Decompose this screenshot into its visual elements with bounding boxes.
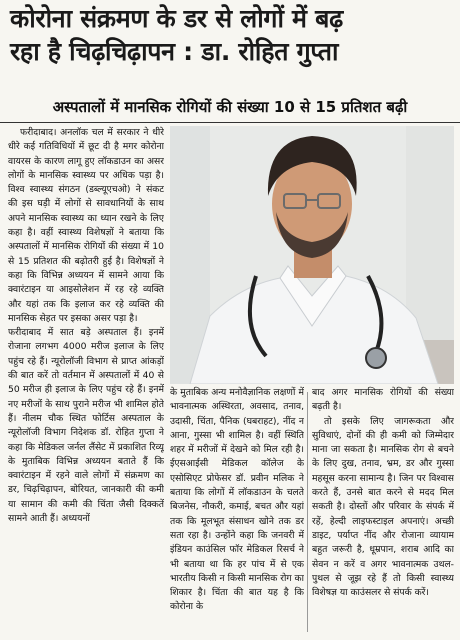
article-paragraph: फरीदाबाद। अनलॉक चल में सरकार ने धीरे धीरे कई गतिविधियों में छूट दी है मगर कोरोना वायरस के कारण लागू हुए लॉकडाउन का असर लोगों के मानसिक स्वास्थ्य पर अधिक पड़ा है। विश्व स्वास्थ्य संगठन (डब्ल्यूएचओ) ने संकट की इस घड़ी में लोगों से सावधानियों के साथ अपने मानसिक स्वास्थ्य का ध्यान रखने के लिए कहा है। वहीं स्वास्थ्य विशेषज्ञों ने बताया कि अस्पतालों में मानसिक रोगियों की संख्या में 10 से 15 प्रतिशत की बढ़ोतरी हुई है। विशेषज्ञों ने कहा कि विभिन्न अध्ययन में सामने आया कि क्वारंटाइन या आइसोलेशन में रह रहे व्यक्ति और यहां तक कि इलाज कर रहे व्यक्ति की मानसिक सेहत पर इसका असर पड़ा है।: [8, 127, 164, 324]
deck-subheadline: अस्पतालों में मानसिक रोगियों की संख्या 10 से 15 प्रतिशत बढ़ी: [0, 92, 460, 123]
portrait-photo: [170, 126, 454, 384]
headline: [10, 2, 452, 68]
dateline: फरीदाबाद।: [20, 127, 57, 138]
article-paragraph: के मुताबिक अन्य मनोवैज्ञानिक लक्षणों में भावनात्मक अस्थिरता, अवसाद, तनाव, उदासी, चिंता, पैनिक (घबराहट), नींद न आना, गुस्सा भी शामिल है। वहीं स्थिति शहर में मरीजों में देखने को मिल रही है। ईएसआईसी मेडिकल कॉलेज के एसोसिएट प्रोफेसर डॉ. प्रवीन मलिक ने बताया कि लोगों में लॉकडाउन के चलते बिजनेस, नौकरी, कमाई, बचत और यहां तक कि मूलभूत संसाधन खोने तक डर सता रहा है। उन्होंने कहा कि जनवरी में इंडियन काउंसिल फॉर मेडिकल रिसर्च ने भी बताया था कि हर पांच में से एक भारतीय किसी न किसी मानसिक रोग का शिकार है। चिंता की बात यह है कि कोरोना के: [170, 387, 304, 613]
article-paragraph: फरीदाबाद में सात बड़े अस्पताल हैं। इनमें रोजाना लगभग 4000 मरीज इलाज के लिए पहुंच रहे हैं। न्यूरोलॉजी विभाग से प्राप्त आंकड़ों की बात करें तो वर्तमान में अस्पतालों में 40 से 50 मरीज ही इलाज के लिए पहुंच रहे हैं। इनमें नए मरीजों के साथ पुराने मरीज भी शामिल होते हैं। नीलम चौक स्थित फोर्टिस अस्पताल के न्यूरोलॉजी विभाग निदेशक डॉ. रोहित गुप्ता ने कहा कि मेडिकल जर्नल लैंसेट में प्रकाशित रिव्यू के मुताबिक विभिन्न अध्ययन बताते हैं कि क्वारंटाइन में रहने वाले लोगों में संक्रमण का डर, चिढ़चिढ़ापन, बोरियत, जानकारी की कमी या सामान की कमी की चिंता जैसी दिक्कतें सामने आती हैं। अध्ययनों: [8, 327, 164, 525]
headline-line-1: कोरोना संक्रमण के डर से लोगों में बढ़: [10, 4, 343, 33]
article-column-right: [312, 386, 454, 638]
headline-line-2: रहा है चिढ़चिढ़ापन : डा. रोहित गुप्ता: [10, 37, 339, 66]
article-paragraph: तो इसके लिए जागरूकता और सुविधाएं, दोनों की ही कमी को जिम्मेदार माना जा सकता है। मानसिक रोग से बचने के लिए दुख, तनाव, भ्रम, डर और गुस्सा महसूस करना सामान्य है। जिन पर विश्वास करते हैं, उनसे बात करने से मदद मिल सकती है। दोस्तों और परिवार के संपर्क में रहें, हेल्दी लाइफस्टाइल अपनाएं। अच्छी डाइट, पर्याप्त नींद और रोजाना व्यायाम बहुत जरूरी है, धूम्रपान, शराब आदि का सेवन न करें व अगर भावनात्मक उथल-पुथल से जूझ रहे हैं तो किसी स्वास्थ्य विशेषज्ञ या काउंसलर से संपर्क करें।: [312, 415, 454, 599]
doctor-portrait-image: [170, 126, 454, 384]
article-paragraph: बाद अगर मानसिक रोगियों की संख्या बढ़ती है।: [312, 387, 454, 413]
article-column-middle: [170, 386, 304, 638]
article-column-left: [8, 126, 164, 638]
column-divider: [307, 392, 308, 632]
